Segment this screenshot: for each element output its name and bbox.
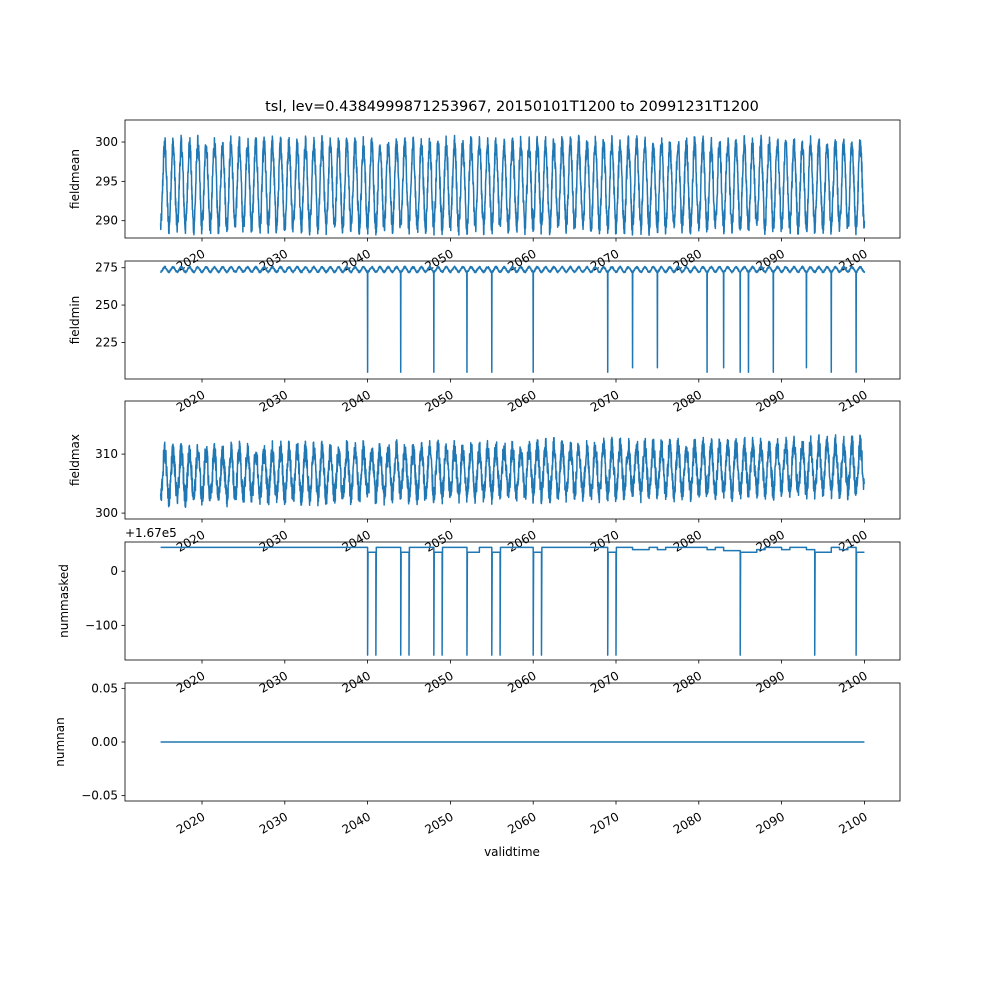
x-tick-label: 2080	[670, 387, 705, 415]
y-tick-label: 310	[95, 447, 118, 462]
y-axis-label: nummasked	[57, 564, 71, 638]
y-tick-label: 0.05	[91, 681, 118, 696]
y-tick-label: 300	[95, 135, 118, 150]
x-tick-label: 2080	[670, 527, 705, 555]
y-tick-label: 0	[110, 564, 118, 579]
x-tick-label: 2020	[174, 809, 208, 837]
y-tick-label: −100	[85, 618, 118, 633]
x-tick-label: 2060	[505, 387, 539, 415]
y-tick-label: 225	[95, 335, 118, 350]
x-tick-label: 2020	[174, 387, 208, 415]
x-tick-label: 2060	[505, 668, 539, 696]
x-tick-label: 2070	[588, 246, 622, 274]
x-tick-label: 2060	[505, 527, 539, 555]
x-tick-label: 2050	[422, 246, 456, 274]
x-tick-label: 2030	[256, 668, 291, 696]
y-tick-label: −0.05	[81, 788, 118, 803]
y-tick-label: 275	[95, 260, 118, 275]
x-tick-label: 2090	[753, 809, 788, 837]
y-axis-label: fieldmean	[68, 149, 82, 209]
x-tick-label: 2100	[836, 246, 870, 274]
y-tick-label: 250	[95, 298, 118, 313]
y-axis-label: numnan	[53, 717, 67, 767]
x-tick-label: 2070	[588, 809, 622, 837]
x-tick-label: 2080	[670, 809, 705, 837]
y-tick-label: 290	[95, 213, 118, 228]
x-tick-label: 2030	[256, 527, 291, 555]
figure-title: tsl, lev=0.4384999871253967, 20150101T1200 to 20991231T1200	[265, 99, 759, 115]
x-tick-label: 2050	[422, 387, 456, 415]
x-axis-label: validtime	[484, 845, 540, 859]
y-offset-text: +1.67e5	[125, 526, 177, 540]
x-tick-label: 2070	[588, 387, 622, 415]
y-axis-label: fieldmax	[68, 433, 82, 487]
x-tick-label: 2030	[256, 809, 291, 837]
x-tick-label: 2070	[588, 668, 622, 696]
x-tick-label: 2100	[836, 527, 870, 555]
x-tick-label: 2100	[836, 668, 870, 696]
x-tick-label: 2090	[753, 246, 788, 274]
x-tick-label: 2050	[422, 527, 456, 555]
x-tick-label: 2090	[753, 668, 788, 696]
x-tick-label: 2030	[256, 387, 291, 415]
y-tick-label: 295	[95, 174, 118, 189]
x-tick-label: 2040	[339, 527, 374, 555]
x-tick-label: 2100	[836, 809, 870, 837]
x-tick-label: 2080	[670, 246, 705, 274]
y-tick-label: 300	[95, 506, 118, 521]
x-tick-label: 2030	[256, 246, 291, 274]
x-tick-label: 2060	[505, 246, 539, 274]
x-tick-label: 2020	[174, 246, 208, 274]
x-tick-label: 2040	[339, 387, 374, 415]
x-tick-label: 2090	[753, 527, 788, 555]
x-tick-label: 2080	[670, 668, 705, 696]
y-axis-label: fieldmin	[68, 295, 82, 345]
x-tick-label: 2040	[339, 809, 374, 837]
x-tick-label: 2070	[588, 527, 622, 555]
x-tick-label: 2050	[422, 668, 456, 696]
y-tick-label: 0.00	[91, 735, 118, 749]
x-tick-label: 2090	[753, 387, 788, 415]
x-tick-label: 2040	[339, 246, 374, 274]
x-tick-label: 2020	[174, 527, 208, 555]
x-tick-label: 2050	[422, 809, 456, 837]
x-tick-label: 2040	[339, 668, 374, 696]
x-tick-label: 2100	[836, 387, 870, 415]
x-tick-label: 2060	[505, 809, 539, 837]
x-tick-label: 2020	[174, 668, 208, 696]
